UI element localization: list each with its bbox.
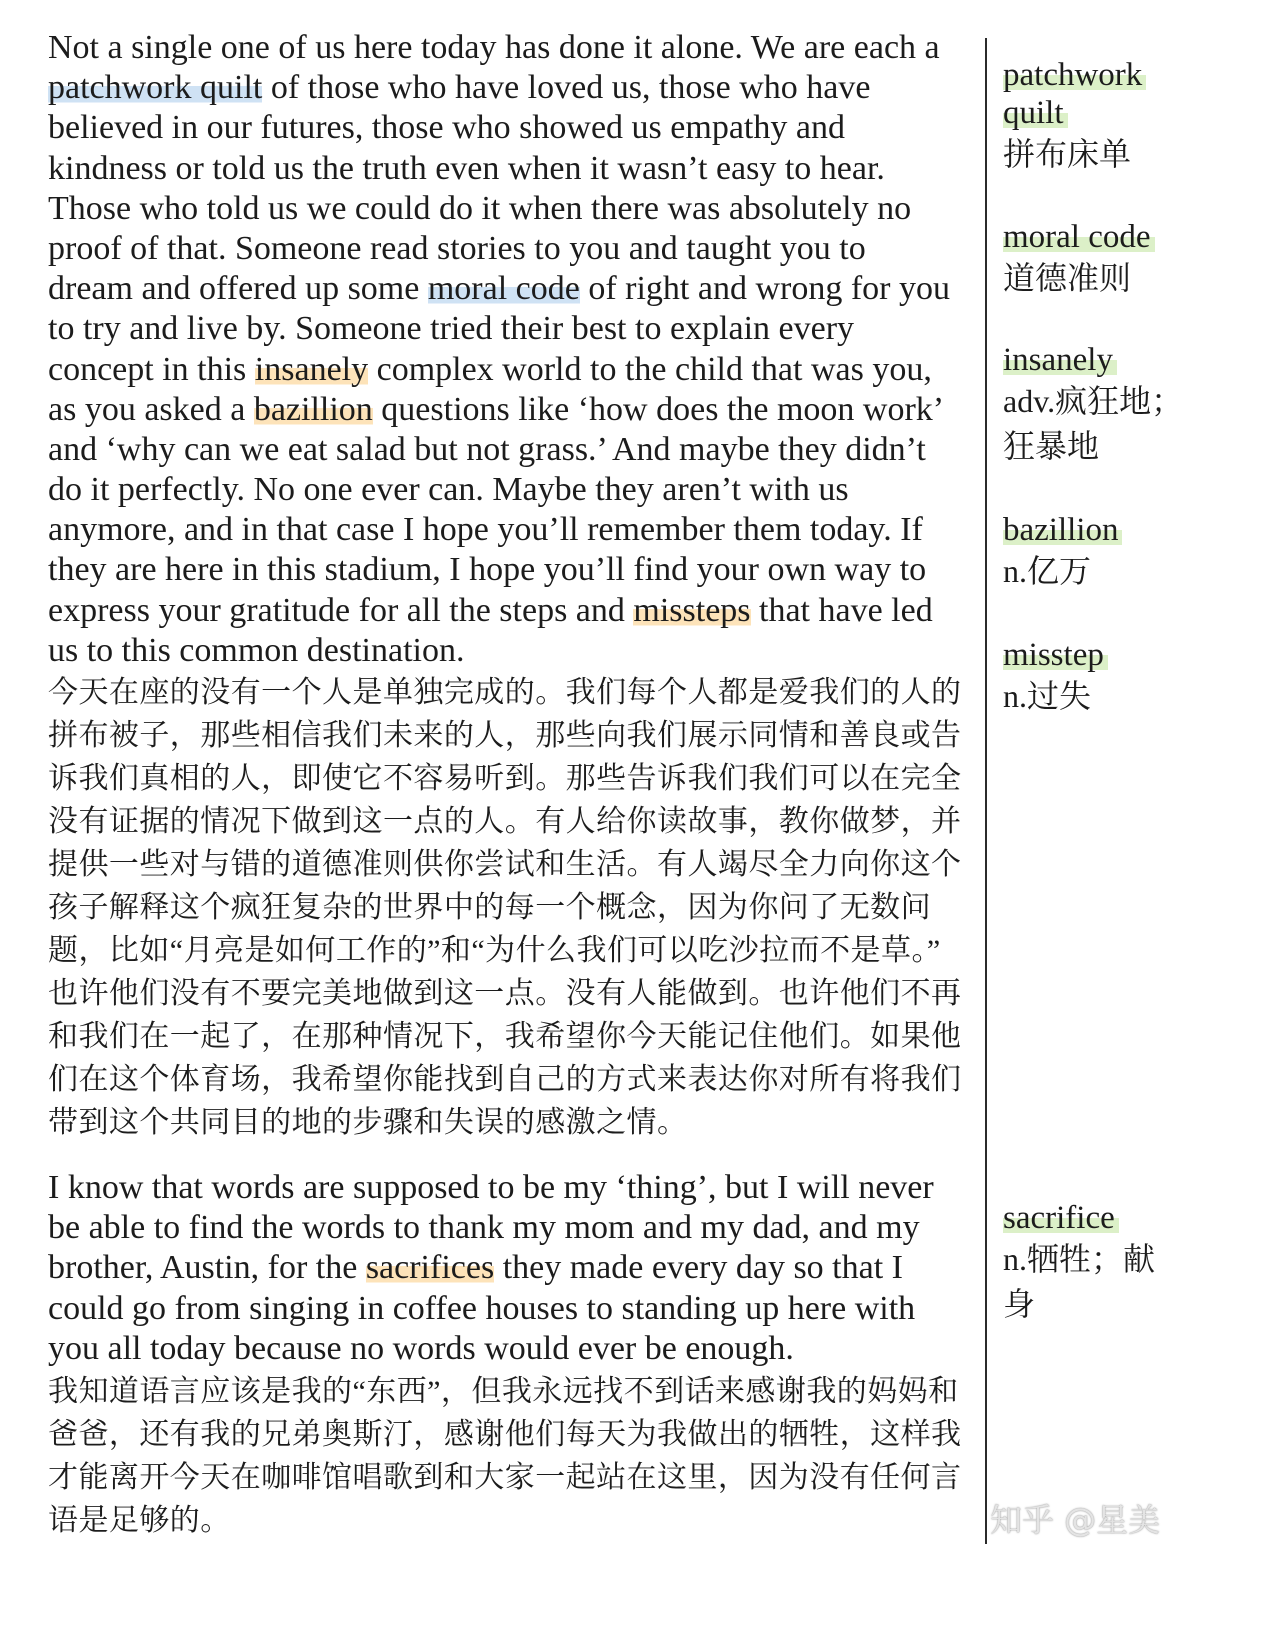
chinese-line: 提供一些对与错的道德准则供你尝试和生活。有人竭尽全力向你这个 bbox=[48, 848, 962, 881]
vocab-term bbox=[1003, 1199, 1178, 1237]
english-line: Not a single one of us here today has done it alone. We are each a bbox=[48, 29, 940, 66]
vocab-term bbox=[1003, 56, 1178, 132]
english-line: be able to find the words to thank my mom and my dad, and my bbox=[48, 1209, 920, 1247]
vocab-entry-bazillion bbox=[1003, 511, 1243, 594]
vocab-definition-line: 拼布床单 bbox=[1003, 136, 1132, 172]
vocab-entry-moral-code bbox=[1003, 218, 1243, 301]
chinese-line: 也许他们没有不要完美地做到这一点。没有人能做到。也许他们不再 bbox=[48, 977, 962, 1010]
chinese-line: 今天在座的没有一个人是单独完成的。我们每个人都是爱我们的人的 bbox=[48, 676, 962, 709]
chinese-line: 爸爸，还有我的兄弟奥斯汀，感谢他们每天为我做出的牺牲，这样我 bbox=[48, 1418, 962, 1451]
vocab-term bbox=[1003, 341, 1178, 379]
vocab-definition-line: 道德准则 bbox=[1003, 260, 1132, 296]
english-line: Those who told us we could do it when there was absolutely no bbox=[48, 189, 912, 227]
english-line: you all today because no words would ever be enough. bbox=[48, 1329, 794, 1367]
english-line: could go from singing in coffee houses to standing up here with bbox=[48, 1289, 916, 1327]
vocab-term-text: bazillion bbox=[1003, 512, 1122, 548]
highlighted-word: bazillion bbox=[253, 390, 373, 428]
chinese-line: 带到这个共同目的地的步骤和失误的感激之情。 bbox=[48, 1106, 688, 1139]
line-text: of those who have loved us, those who have bbox=[262, 69, 871, 107]
english-passage-1 bbox=[48, 28, 978, 671]
chinese-line: 孩子解释这个疯狂复杂的世界中的每一个概念，因为你问了无数问 bbox=[48, 891, 932, 924]
chinese-line: 我知道语言应该是我的“东西”，但我永远找不到话来感谢我的妈妈和 bbox=[48, 1375, 959, 1408]
vocab-definition-line: 狂暴地 bbox=[1003, 428, 1100, 464]
vocab-definition-line: adv.疯狂地； bbox=[1003, 383, 1184, 419]
line-text: express your gratitude for all the steps and bbox=[48, 591, 634, 629]
english-line bbox=[48, 269, 978, 309]
vocab-term-text: misstep bbox=[1003, 637, 1108, 673]
vocab-definition-line: n.牺牲；献 bbox=[1003, 1241, 1156, 1277]
vocab-term-text: insanely bbox=[1003, 342, 1117, 378]
chinese-line: 们在这个体育场，我希望你能找到自己的方式来表达你对所有将我们 bbox=[48, 1063, 962, 1096]
line-text: complex world to the child that was you, bbox=[368, 350, 932, 388]
line-text: questions like ‘how does the moon work’ bbox=[372, 390, 945, 428]
vocab-term-text: patchwork quilt bbox=[1003, 57, 1146, 131]
chinese-line: 才能离开今天在咖啡馆唱歌到和大家一起站在这里，因为没有任何言 bbox=[48, 1461, 962, 1494]
line-text: of right and wrong for you bbox=[579, 270, 950, 308]
chinese-line: 和我们在一起了，在那种情况下，我希望你今天能记住他们。如果他 bbox=[48, 1020, 962, 1053]
vocab-entry-sacrifice bbox=[1003, 1199, 1243, 1327]
line-text: they made every day so that I bbox=[494, 1249, 903, 1287]
english-line: proof of that. Someone read stories to you and taught you to bbox=[48, 229, 866, 267]
highlighted-phrase: moral code bbox=[427, 270, 580, 308]
english-line bbox=[48, 390, 978, 430]
column-divider bbox=[985, 38, 987, 1544]
line-text: dream and offered up some bbox=[48, 270, 428, 308]
line-text: that have led bbox=[750, 591, 933, 629]
english-line: and ‘why can we eat salad but not grass.’ And maybe they didn’t bbox=[48, 430, 926, 468]
watermark: 知乎 @星美 bbox=[990, 1501, 1161, 1539]
english-line: to try and live by. Someone tried their best to explain every bbox=[48, 310, 855, 348]
vocab-definition-line: n.过失 bbox=[1003, 678, 1092, 714]
english-line: do it perfectly. No one ever can. Maybe they aren’t with us bbox=[48, 471, 849, 509]
highlighted-word: sacrifices bbox=[365, 1249, 495, 1287]
chinese-line: 诉我们真相的人，即使它不容易听到。那些告诉我们我们可以在完全 bbox=[48, 762, 962, 795]
english-line: anymore, and in that case I hope you’ll remember them today. If bbox=[48, 511, 923, 549]
english-line: I know that words are supposed to be my ‘thing’, but I will never bbox=[48, 1169, 934, 1206]
english-line: us to this common destination. bbox=[48, 631, 465, 669]
english-passage-2 bbox=[48, 1168, 978, 1369]
english-line: kindness or told us the truth even when it wasn’t easy to hear. bbox=[48, 149, 885, 187]
chinese-translation-2 bbox=[48, 1370, 978, 1542]
vocab-term bbox=[1003, 511, 1178, 549]
english-line bbox=[48, 350, 978, 390]
vocab-term bbox=[1003, 218, 1178, 256]
chinese-line: 没有证据的情况下做到这一点的人。有人给你读故事，教你做梦，并 bbox=[48, 805, 962, 838]
vocab-definition-line: 身 bbox=[1003, 1286, 1036, 1322]
vocab-term-text: sacrifice bbox=[1003, 1200, 1119, 1236]
line-text: as you asked a bbox=[48, 390, 254, 428]
chinese-translation-1 bbox=[48, 671, 978, 1144]
vocab-entry-misstep bbox=[1003, 636, 1243, 719]
vocab-definition-line: n.亿万 bbox=[1003, 553, 1092, 589]
english-line bbox=[48, 591, 978, 631]
highlighted-word: insanely bbox=[254, 350, 369, 388]
highlighted-word: missteps bbox=[633, 591, 751, 629]
english-line bbox=[48, 68, 978, 108]
english-line bbox=[48, 1248, 978, 1288]
english-line: believed in our futures, those who showed us empathy and bbox=[48, 109, 845, 147]
line-text: brother, Austin, for the bbox=[48, 1249, 366, 1287]
chinese-line: 拼布被子，那些相信我们未来的人，那些向我们展示同情和善良或告 bbox=[48, 719, 962, 752]
chinese-line: 语是足够的。 bbox=[48, 1504, 231, 1537]
vocab-entry-insanely bbox=[1003, 341, 1243, 469]
vocab-entry-patchwork-quilt bbox=[1003, 56, 1243, 177]
highlighted-phrase: patchwork quilt bbox=[48, 69, 263, 107]
english-line: they are here in this stadium, I hope you’ll find your own way to bbox=[48, 551, 927, 589]
line-text: concept in this bbox=[48, 350, 255, 388]
vocab-term-text: moral code bbox=[1003, 219, 1155, 255]
vocab-term bbox=[1003, 636, 1178, 674]
chinese-line: 题，比如“月亮是如何工作的”和“为什么我们可以吃沙拉而不是草。” bbox=[48, 934, 941, 967]
